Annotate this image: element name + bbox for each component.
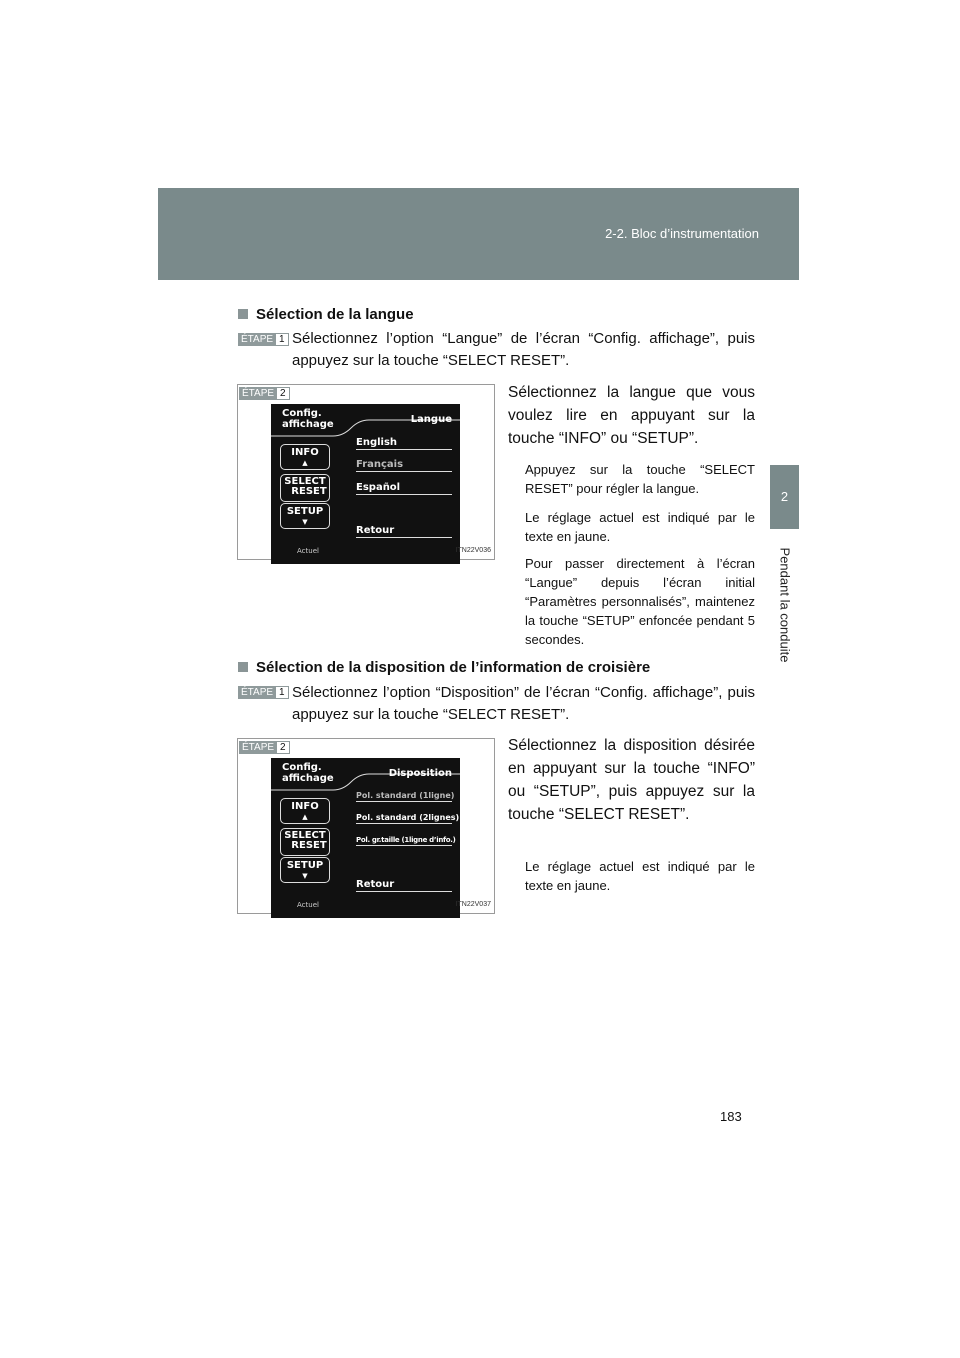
step-badge: ÉTAPE 2 — [239, 387, 290, 400]
actuel-label: Actuel — [297, 901, 319, 909]
page-number: 183 — [720, 1109, 742, 1124]
arrow-up-icon: ▲ — [302, 459, 308, 467]
config-label: Config. affichage — [282, 408, 334, 430]
actuel-label: Actuel — [297, 547, 319, 555]
option-francais: Français — [356, 459, 452, 472]
step-badge: ÉTAPE 2 — [239, 741, 290, 754]
page-header — [158, 188, 799, 280]
section-heading-disposition: Sélection de la disposition de l’information de croisière — [238, 659, 650, 676]
figure-disposition — [237, 738, 495, 914]
option-standard-1ligne: Pol. standard (1ligne) — [356, 791, 455, 800]
figure-code: ITN22V036 — [455, 547, 491, 554]
screen-title: Langue — [410, 414, 452, 425]
figure-code: ITN22V037 — [455, 901, 491, 908]
step2-text: Sélectionnez la disposition désirée en appuyant sur la touche “INFO” ou “SETUP”, puis appuyez sur la touche “SELECT RESET”. — [508, 737, 755, 823]
step2-text: Sélectionnez la langue que vous voulez lire en appuyant sur la touche “INFO” ou “SETUP”. — [508, 384, 755, 447]
figure-langue — [237, 384, 495, 560]
note: Appuyez sur la touche “SELECT RESET” pour régler la langue. — [525, 462, 755, 496]
option-retour: Retour — [356, 525, 452, 538]
step-badge: ÉTAPE 1 — [238, 686, 289, 699]
option-grande-taille: Pol. gr.taille (1ligne d’info.) — [356, 836, 456, 844]
arrow-up-icon: ▲ — [302, 813, 308, 821]
note: Le réglage actuel est indiqué par le texte en jaune. — [525, 510, 755, 544]
step1-text: Sélectionnez l’option “Langue” de l’écran “Config. affichage”, puis appuyez sur la touche “SELECT RESET”. — [292, 330, 755, 369]
arrow-down-icon: ▼ — [302, 872, 308, 880]
option-retour: Retour — [356, 879, 452, 892]
section-heading-langue: Sélection de la langue — [238, 306, 414, 323]
note: Le réglage actuel est indiqué par le texte en jaune. — [525, 859, 755, 893]
setup-button: SETUP ▼ — [280, 857, 330, 883]
step1-text: Sélectionnez l’option “Disposition” de l’écran “Config. affichage”, puis appuyez sur la touche “SELECT RESET”. — [292, 684, 755, 723]
config-label: Config. affichage — [282, 762, 334, 784]
chapter-tab: 2 — [770, 465, 799, 529]
chapter-label: Pendant la conduite — [777, 547, 792, 663]
arrow-down-icon: ▼ — [302, 518, 308, 526]
option-espanol: Español — [356, 482, 452, 495]
display-screen — [271, 758, 460, 918]
screen-title: Disposition — [388, 768, 452, 779]
select-reset-button: SELECT RESET — [280, 828, 330, 856]
info-button: INFO ▲ — [280, 798, 330, 824]
step-badge: ÉTAPE 1 — [238, 333, 289, 346]
info-button: INFO ▲ — [280, 444, 330, 470]
square-bullet-icon — [238, 309, 248, 319]
select-reset-button: SELECT RESET — [280, 474, 330, 502]
square-bullet-icon — [238, 662, 248, 672]
section-title: 2-2. Bloc d’instrumentation — [605, 226, 759, 241]
option-standard-2lignes: Pol. standard (2lignes) — [356, 813, 460, 822]
setup-button: SETUP ▼ — [280, 503, 330, 529]
option-english: English — [356, 437, 452, 450]
note: Pour passer directement à l’écran “Langue” depuis l’écran initial “Paramètres personnalisés”, maintenez la touche “SETUP” enfoncée pendant 5 secondes. — [525, 556, 755, 647]
display-screen — [271, 404, 460, 564]
